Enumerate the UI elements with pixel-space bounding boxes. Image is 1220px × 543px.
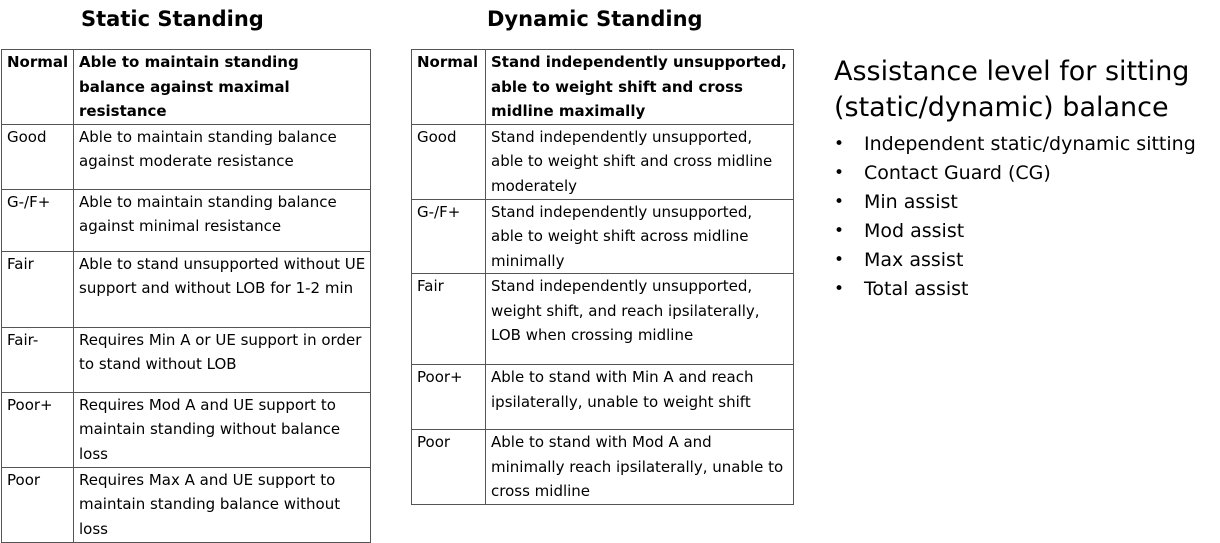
list-item: • Mod assist — [834, 217, 1196, 246]
description-cell: Able to maintain standing balance against maximal resistance — [74, 50, 371, 125]
level-cell: Poor — [2, 467, 74, 542]
table-row — [412, 430, 794, 505]
dynamic-standing-title: Dynamic Standing — [487, 7, 703, 31]
table-row — [2, 392, 371, 467]
level-cell: Fair — [2, 251, 74, 327]
static-standing-title: Static Standing — [81, 7, 264, 31]
assistance-list — [834, 130, 1196, 304]
level-cell: Normal — [412, 50, 486, 125]
table-row — [412, 365, 794, 430]
table-row — [412, 274, 794, 365]
list-item: • Max assist — [834, 246, 1196, 275]
static-standing-table — [1, 49, 371, 543]
description-cell: Stand independently unsupported, weight shift, and reach ipsilaterally, LOB when crossing midline — [486, 274, 794, 365]
description-cell: Requires Min A or UE support in order to stand without LOB — [74, 327, 371, 392]
table-row — [2, 251, 371, 327]
description-cell: Stand independently unsupported, able to weight shift and cross midline maximally — [486, 50, 794, 125]
table-row — [2, 467, 371, 542]
level-cell: Normal — [2, 50, 74, 125]
level-cell: Poor+ — [2, 392, 74, 467]
level-cell: Good — [2, 124, 74, 189]
table-row — [412, 199, 794, 274]
table-row — [412, 50, 794, 125]
table-row — [2, 124, 371, 189]
description-cell: Stand independently unsupported, able to weight shift across midline minimally — [486, 199, 794, 274]
description-cell: Stand independently unsupported, able to weight shift and cross midline moderately — [486, 124, 794, 199]
table-row — [2, 50, 371, 125]
description-cell: Requires Mod A and UE support to maintain standing without balance loss — [74, 392, 371, 467]
list-item: • Independent static/dynamic sitting — [834, 130, 1196, 159]
level-cell: Fair — [412, 274, 486, 365]
description-cell: Able to maintain standing balance against minimal resistance — [74, 189, 371, 251]
level-cell: Poor+ — [412, 365, 486, 430]
dynamic-standing-table — [411, 49, 794, 505]
level-cell: Fair- — [2, 327, 74, 392]
description-cell: Able to stand with Min A and reach ipsilaterally, unable to weight shift — [486, 365, 794, 430]
description-cell: Able to stand with Mod A and minimally reach ipsilaterally, unable to cross midline — [486, 430, 794, 505]
level-cell: Poor — [412, 430, 486, 505]
assistance-title: Assistance level for sitting (static/dynamic) balance — [834, 56, 1190, 123]
table-row — [2, 327, 371, 392]
description-cell: Able to maintain standing balance against moderate resistance — [74, 124, 371, 189]
table-row — [412, 124, 794, 199]
description-cell: Able to stand unsupported without UE support and without LOB for 1-2 min — [74, 251, 371, 327]
level-cell: G-/F+ — [412, 199, 486, 274]
list-item: • Total assist — [834, 275, 1196, 304]
list-item: • Contact Guard (CG) — [834, 159, 1196, 188]
level-cell: Good — [412, 124, 486, 199]
level-cell: G-/F+ — [2, 189, 74, 251]
list-item: • Min assist — [834, 188, 1196, 217]
table-row — [2, 189, 371, 251]
description-cell: Requires Max A and UE support to maintain standing balance without loss — [74, 467, 371, 542]
